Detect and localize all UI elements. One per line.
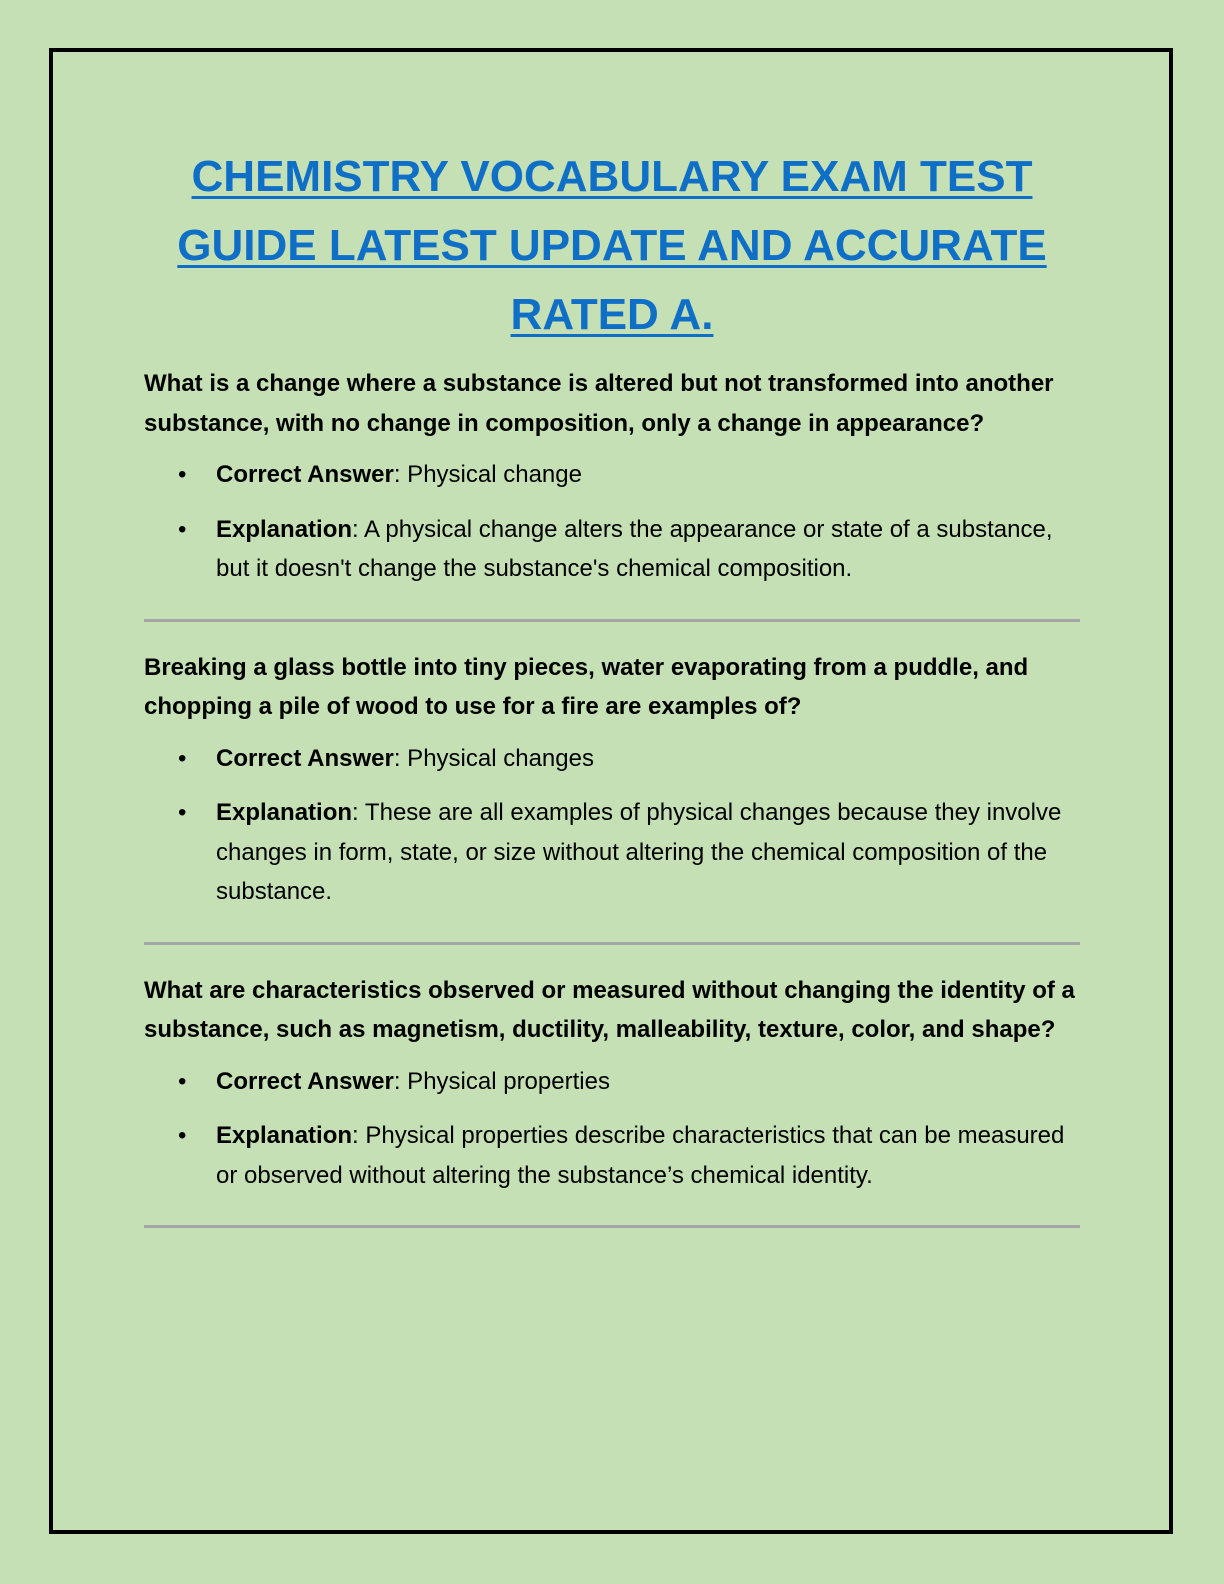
bullet-icon: • xyxy=(178,799,187,826)
section-divider xyxy=(144,1225,1080,1228)
document-title: CHEMISTRY VOCABULARY EXAM TEST GUIDE LATEST UPDATE AND ACCURATE RATED A. xyxy=(177,152,1047,339)
question-text: What are characteristics observed or measured without changing the identity of a substance, such as magnetism, ductility, malleability, texture, color, and shape? xyxy=(144,976,1075,1043)
correct-answer-item xyxy=(144,455,1080,495)
answer-list xyxy=(144,739,1080,912)
question-text: Breaking a glass bottle into tiny pieces, water evaporating from a puddle, and chopping a pile of wood to use for a fire are examples of? xyxy=(144,653,1029,720)
section-divider xyxy=(144,619,1080,622)
correct-answer-item xyxy=(144,739,1080,779)
correct-answer-text: : Physical properties xyxy=(393,1067,610,1095)
qa-item xyxy=(144,364,1080,589)
explanation-label: Explanation xyxy=(216,515,353,543)
bullet-icon: • xyxy=(178,461,187,488)
bullet-icon: • xyxy=(178,1067,187,1095)
explanation-text: : A physical change alters the appearance or state of a substance, but it doesn't change the substance's chemical composition. xyxy=(216,515,1053,582)
qa-content xyxy=(144,364,1080,1254)
correct-answer-label: Correct Answer xyxy=(216,744,394,772)
explanation-item xyxy=(144,1116,1080,1195)
explanation-text: : These are all examples of physical changes because they involve changes in form, state, or size without altering the chemical composition of the substance. xyxy=(216,799,1062,905)
correct-answer-item xyxy=(144,1062,1080,1102)
explanation-label: Explanation xyxy=(216,799,353,826)
qa-item xyxy=(144,648,1080,912)
correct-answer-text: : Physical change xyxy=(393,461,582,488)
bullet-icon: • xyxy=(178,1122,187,1149)
explanation-label: Explanation xyxy=(216,1122,353,1149)
explanation-item xyxy=(144,510,1080,589)
correct-answer-label: Correct Answer xyxy=(216,461,394,488)
answer-list xyxy=(144,455,1080,589)
correct-answer-text: : Physical changes xyxy=(393,744,594,772)
bullet-icon: • xyxy=(178,744,187,772)
correct-answer-label: Correct Answer xyxy=(216,1067,394,1095)
section-divider xyxy=(144,942,1080,945)
qa-item xyxy=(144,971,1080,1196)
bullet-icon: • xyxy=(178,515,187,543)
explanation-item xyxy=(144,793,1080,912)
explanation-text: : Physical properties describe characteristics that can be measured or observed without altering the substance’s chemical identity. xyxy=(216,1122,1065,1189)
answer-list xyxy=(144,1062,1080,1196)
question-text: What is a change where a substance is altered but not transformed into another substance, with no change in composition, only a change in appearance? xyxy=(144,370,1054,437)
